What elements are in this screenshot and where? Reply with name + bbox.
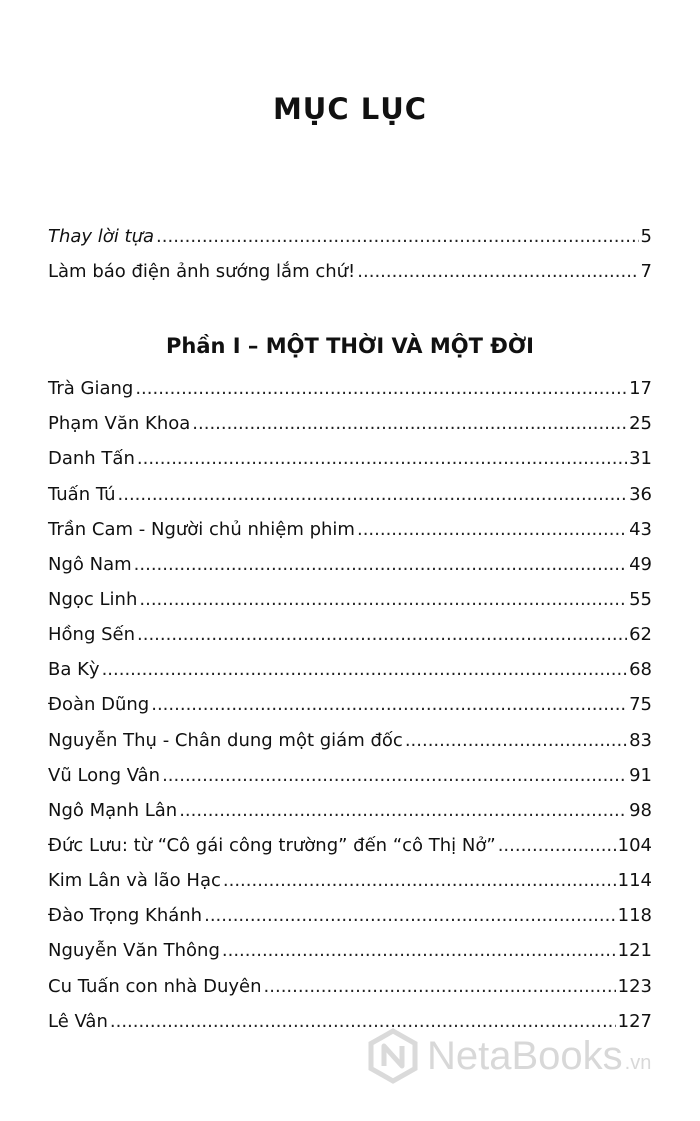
dot-leader bbox=[223, 866, 616, 896]
dot-leader bbox=[118, 480, 628, 510]
dot-leader bbox=[102, 655, 628, 685]
toc-entry bbox=[48, 480, 652, 510]
toc-entry-title: Ngô Mạnh Lân bbox=[48, 800, 178, 821]
toc-entry-page: 83 bbox=[629, 730, 652, 751]
dot-leader bbox=[192, 409, 627, 439]
toc-entry bbox=[48, 866, 652, 896]
watermark-brand: NetaBooks bbox=[427, 1033, 623, 1078]
part-heading: Phần I – MỘT THỜI VÀ MỘT ĐỜI bbox=[166, 334, 534, 358]
toc-entry bbox=[48, 690, 652, 720]
toc-entry-page: 127 bbox=[617, 1011, 652, 1032]
toc-entry-title: Danh Tấn bbox=[48, 448, 135, 469]
toc-entry-page: 55 bbox=[629, 589, 652, 610]
toc-entry-title: Vũ Long Vân bbox=[48, 765, 161, 786]
toc-entry-title: Ngô Nam bbox=[48, 554, 132, 575]
toc-entry-page: 36 bbox=[629, 484, 652, 505]
toc-entry bbox=[48, 796, 652, 826]
dot-leader bbox=[151, 690, 627, 720]
toc-entry bbox=[48, 620, 652, 650]
toc-entry-page: 17 bbox=[629, 378, 652, 399]
watermark-suffix: .vn bbox=[624, 1051, 652, 1074]
dot-leader bbox=[162, 761, 627, 791]
toc-entry bbox=[48, 831, 652, 861]
toc-entry-title: Phạm Văn Khoa bbox=[48, 413, 191, 434]
toc-entry-page: 114 bbox=[617, 870, 652, 891]
toc-entry-title: Trần Cam - Người chủ nhiệm phim bbox=[48, 519, 355, 540]
toc-entry-title: Nguyễn Văn Thông bbox=[48, 940, 220, 961]
toc-entry bbox=[48, 761, 652, 791]
toc-entry-title: Thay lời tựa bbox=[48, 226, 155, 247]
toc-entry-title: Ngọc Linh bbox=[48, 589, 138, 610]
toc-entry-page: 118 bbox=[617, 905, 652, 926]
toc-entry-title: Làm báo điện ảnh sướng lắm chứ! bbox=[48, 261, 356, 282]
page-title: MỤC LỤC bbox=[272, 92, 428, 126]
dot-leader bbox=[498, 831, 616, 861]
toc-entry-page: 104 bbox=[617, 835, 652, 856]
toc-entry-page: 91 bbox=[629, 765, 652, 786]
toc-entry bbox=[48, 515, 652, 545]
dot-leader bbox=[405, 726, 627, 756]
toc-entry-page: 62 bbox=[629, 624, 652, 645]
toc-entry bbox=[48, 972, 652, 1002]
toc-entry-page: 68 bbox=[629, 659, 652, 680]
toc-entry-page: 7 bbox=[640, 261, 652, 282]
toc-entry-title: Cu Tuấn con nhà Duyên bbox=[48, 976, 262, 997]
toc-entry bbox=[48, 726, 652, 756]
dot-leader bbox=[137, 620, 627, 650]
dot-leader bbox=[357, 257, 638, 287]
dot-leader bbox=[204, 901, 616, 931]
dot-leader bbox=[134, 550, 627, 580]
toc-entry bbox=[48, 901, 652, 931]
toc-entry-page: 5 bbox=[640, 226, 652, 247]
toc-entry-title: Ba Kỳ bbox=[48, 659, 100, 680]
toc-entry bbox=[48, 655, 652, 685]
toc-entry-title: Lê Vân bbox=[48, 1011, 108, 1032]
toc-entry-page: 121 bbox=[617, 940, 652, 961]
dot-leader bbox=[139, 585, 627, 615]
toc-entry bbox=[48, 936, 652, 966]
toc-entry-page: 49 bbox=[629, 554, 652, 575]
toc-entry-page: 43 bbox=[629, 519, 652, 540]
toc-entry-page: 25 bbox=[629, 413, 652, 434]
toc-entry bbox=[48, 444, 652, 474]
toc-entry bbox=[48, 374, 652, 404]
toc-entry-title: Đức Lưu: từ “Cô gái công trường” đến “cô Thị Nở” bbox=[48, 835, 496, 856]
watermark bbox=[365, 1026, 651, 1086]
toc-entry-title: Nguyễn Thụ - Chân dung một giám đốc bbox=[48, 730, 403, 751]
toc-entry bbox=[48, 222, 652, 252]
toc-entry bbox=[48, 550, 652, 580]
toc-entry-page: 123 bbox=[617, 976, 652, 997]
dot-leader bbox=[156, 222, 639, 252]
toc-entry-page: 75 bbox=[629, 694, 652, 715]
toc-entry bbox=[48, 257, 652, 287]
toc-entry bbox=[48, 409, 652, 439]
toc-entry-title: Đào Trọng Khánh bbox=[48, 905, 203, 926]
toc-entry-page: 31 bbox=[629, 448, 652, 469]
dot-leader bbox=[137, 444, 627, 474]
dot-leader bbox=[179, 796, 627, 826]
toc-entry-title: Đoàn Dũng bbox=[48, 694, 150, 715]
toc-entry-title: Trà Giang bbox=[48, 378, 134, 399]
netabooks-logo-icon bbox=[365, 1028, 421, 1084]
dot-leader bbox=[135, 374, 627, 404]
dot-leader bbox=[357, 515, 627, 545]
dot-leader bbox=[264, 972, 616, 1002]
toc-entry bbox=[48, 585, 652, 615]
toc-entry-title: Tuấn Tú bbox=[48, 484, 116, 505]
dot-leader bbox=[222, 936, 616, 966]
toc-entry-page: 98 bbox=[629, 800, 652, 821]
toc-entry-title: Kim Lân và lão Hạc bbox=[48, 870, 221, 891]
toc-entry-title: Hồng Sến bbox=[48, 624, 136, 645]
